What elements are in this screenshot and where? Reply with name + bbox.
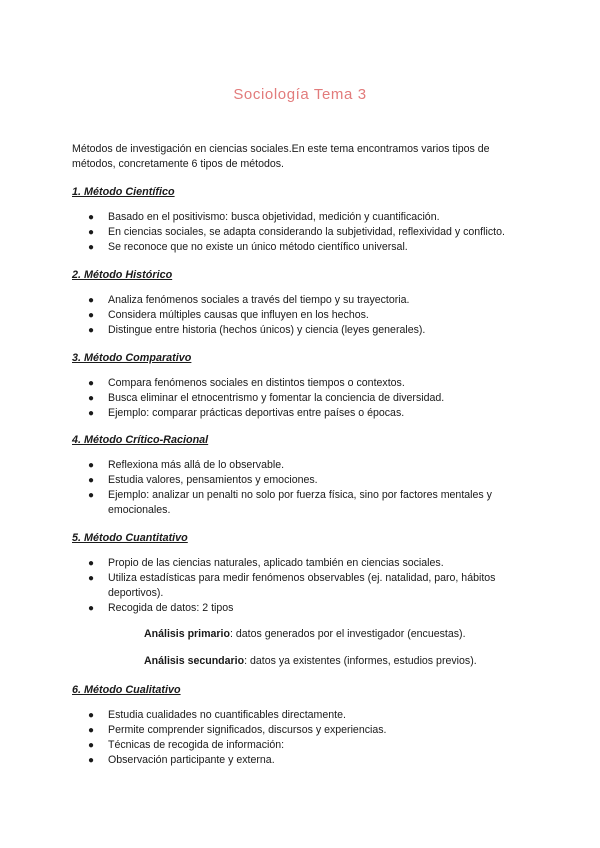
list-item: ● Ejemplo: comparar prácticas deportivas entre países o épocas.	[88, 407, 405, 419]
list-item: ● Analiza fenómenos sociales a través del tiempo y su trayectoria.	[88, 294, 410, 306]
list-item: ● Considera múltiples causas que influyen en los hechos.	[88, 309, 369, 321]
list-item: ● Basado en el positivismo: busca objetividad, medición y cuantificación.	[88, 211, 440, 223]
list-item: ● En ciencias sociales, se adapta considerando la subjetividad, reflexividad y conflicto.	[88, 226, 505, 238]
section-metodo-critico-racional	[72, 433, 532, 518]
list-item: ● Recogida de datos: 2 tipos	[88, 602, 234, 614]
list-item: ● Busca eliminar el etnocentrismo y fomentar la conciencia de diversidad.	[88, 392, 445, 404]
bullet-icon: ●	[88, 460, 95, 471]
list-item: ● Compara fenómenos sociales en distintos tiempos o contextos.	[88, 377, 405, 389]
list-item: ● Reflexiona más allá de lo observable.	[88, 459, 285, 471]
list-item: ● Estudia cualidades no cuantificables directamente.	[88, 709, 346, 721]
section-metodo-cuantitativo	[72, 531, 532, 616]
bullet-list	[72, 556, 532, 616]
bullet-icon: ●	[88, 603, 95, 614]
bullet-icon: ●	[88, 295, 95, 306]
bullet-list	[72, 376, 532, 421]
analysis-term: Análisis primario	[144, 628, 230, 640]
list-item: ● Utiliza estadísticas para medir fenómenos observables (ej. natalidad, paro, hábitos deportivos).	[88, 572, 496, 599]
bullet-icon: ●	[88, 573, 95, 584]
analysis-secundario	[144, 654, 544, 669]
list-item: ● Ejemplo: analizar un penalti no solo por fuerza física, sino por factores mentales y emocionales.	[88, 489, 492, 516]
analysis-text: : datos ya existentes (informes, estudios previos).	[244, 655, 477, 667]
section-metodo-cualitativo	[72, 683, 532, 768]
analysis-primario	[144, 627, 544, 642]
bullet-icon: ●	[88, 475, 95, 486]
list-item: ● Técnicas de recogida de información:	[88, 739, 285, 751]
list-item: ● Distingue entre historia (hechos únicos) y ciencia (leyes generales).	[88, 324, 426, 336]
bullet-icon: ●	[88, 310, 95, 321]
list-item: ● Se reconoce que no existe un único método científico universal.	[88, 241, 408, 253]
bullet-icon: ●	[88, 740, 95, 751]
intro-paragraph: Métodos de investigación en ciencias sociales.En este tema encontramos varios tipos de métodos, concretamente 6 tipos de métodos.	[72, 143, 490, 170]
bullet-icon: ●	[88, 755, 95, 766]
bullet-icon: ●	[88, 393, 95, 404]
section-heading: 4. Método Crítico-Racional	[72, 434, 209, 446]
section-metodo-cientifico	[72, 185, 532, 255]
bullet-list	[72, 458, 532, 518]
section-heading: 2. Método Histórico	[72, 269, 173, 281]
list-item: ● Propio de las ciencias naturales, aplicado también en ciencias sociales.	[88, 557, 444, 569]
document-title: Sociología Tema 3	[233, 86, 367, 103]
bullet-icon: ●	[88, 242, 95, 253]
bullet-list	[72, 293, 532, 338]
section-heading: 5. Método Cuantitativo	[72, 532, 188, 544]
bullet-icon: ●	[88, 227, 95, 238]
section-metodo-comparativo	[72, 351, 532, 421]
section-heading: 6. Método Cualitativo	[72, 684, 181, 696]
bullet-icon: ●	[88, 725, 95, 736]
bullet-list	[72, 708, 532, 768]
list-item: ● Estudia valores, pensamientos y emociones.	[88, 474, 318, 486]
bullet-icon: ●	[88, 212, 95, 223]
section-metodo-historico	[72, 268, 532, 338]
list-item: ● Permite comprender significados, discursos y experiencias.	[88, 724, 387, 736]
list-item: ● Observación participante y externa.	[88, 754, 275, 766]
bullet-icon: ●	[88, 408, 95, 419]
analysis-term: Análisis secundario	[144, 655, 245, 667]
bullet-icon: ●	[88, 325, 95, 336]
bullet-icon: ●	[88, 558, 95, 569]
section-heading: 1. Método Científico	[72, 186, 175, 198]
section-heading: 3. Método Comparativo	[72, 352, 192, 364]
bullet-icon: ●	[88, 490, 95, 501]
bullet-list	[72, 210, 532, 255]
bullet-icon: ●	[88, 378, 95, 389]
bullet-icon: ●	[88, 710, 95, 721]
analysis-text: : datos generados por el investigador (encuestas).	[229, 628, 466, 640]
